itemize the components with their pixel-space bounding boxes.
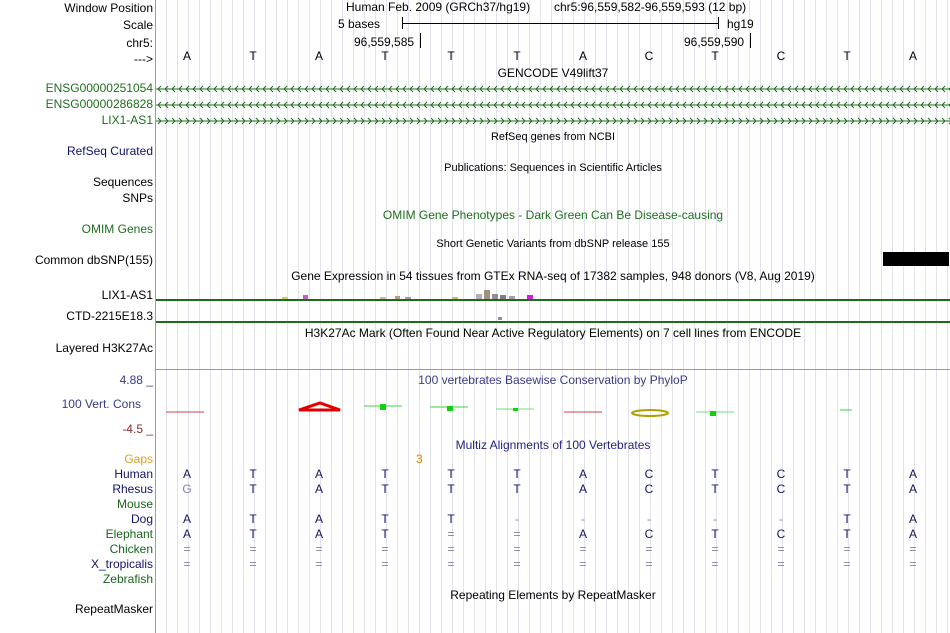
phylop-mark-peak [299,403,340,410]
guide-line [694,0,695,633]
alignment-base: - [713,512,717,526]
alignment-base: = [381,542,389,556]
gtex-track-title[interactable]: Gene Expression in 54 tissues from GTEx RNA-seq of 17382 samples, 948 donors (V8, Aug 2019) [291,269,815,283]
guide-line [298,0,299,633]
alignment-base: = [513,542,521,556]
guide-line [408,0,409,633]
gtex-tissue-bar[interactable] [452,297,458,299]
alignment-base: A [908,512,917,526]
alignment-base: T [447,512,455,526]
guide-line [540,0,541,633]
alignment-base: C [644,467,654,481]
scale-bar-text: 5 bases [338,17,381,31]
guide-line [276,0,277,633]
gtex-tissue-bar[interactable] [509,296,515,299]
alignment-base: = [447,542,455,556]
refseq-track-title[interactable]: RefSeq genes from NCBI [490,131,616,143]
phylop-graph[interactable] [156,395,950,425]
alignment-base: A [908,482,917,496]
alignment-base: T [249,527,257,541]
gencode-gene-label[interactable]: ENSG00000251054 [45,81,153,95]
guide-line [804,0,805,633]
gtex-gene-line-1[interactable] [156,299,950,301]
omim-genes-label[interactable]: OMIM Genes [81,222,153,236]
gtex-row-label-ctd[interactable]: CTD-2215E18.3 [66,309,153,323]
alignment-base: = [315,542,323,556]
alignment-base: = [579,542,587,556]
gtex-tissue-bar[interactable] [500,295,506,299]
gtex-tissue-bar[interactable] [476,294,482,299]
guide-line [485,0,486,633]
alignment-base: A [578,527,587,541]
alignment-base: T [711,467,719,481]
scale-bar-right-tick [718,17,719,29]
coord-right-tick [750,33,751,48]
guide-line [925,0,926,633]
guide-line [353,0,354,633]
alignment-base: A [314,482,323,496]
species-label[interactable]: Human [114,467,153,481]
alignment-base: A [182,512,191,526]
species-label[interactable]: Elephant [105,527,153,541]
alignment-base: C [644,482,654,496]
species-label[interactable]: X_tropicalis [90,557,153,571]
sequence-base: T [447,49,455,63]
guide-line [166,0,167,633]
guide-line [595,0,596,633]
phylop-label[interactable]: 100 Vert. Cons [61,397,141,411]
alignment-base: = [843,542,851,556]
alignment-base: T [843,512,851,526]
species-label[interactable]: Zebrafish [102,572,153,586]
phylop-mark-9 [632,410,668,416]
guide-line [892,0,893,633]
guide-line [738,0,739,633]
alignment-base: C [644,527,654,541]
alignment-base: A [314,467,323,481]
scale-bar-left-tick [402,17,403,29]
scale-db-text: hg19 [727,17,754,31]
alignment-base: = [513,527,521,541]
guide-line [364,0,365,633]
alignment-base: = [843,557,851,571]
gencode-gene-feature[interactable] [156,101,950,109]
sequence-base: T [513,49,521,63]
sequence-base: C [776,49,786,63]
phylop-mark-3 [380,404,386,410]
guide-line [661,0,662,633]
guide-line [430,0,431,633]
gtex-tissue-bar[interactable] [527,295,533,299]
alignment-base: T [381,527,389,541]
publications-track-title[interactable]: Publications: Sequences in Scientific Articles [444,162,662,174]
alignment-base: = [777,542,785,556]
guide-line [859,0,860,633]
guide-line [496,0,497,633]
gtex-tissue-bar[interactable] [405,297,411,299]
sequences-label[interactable]: Sequences [92,175,153,189]
guide-line [265,0,266,633]
alignment-base: T [843,527,851,541]
guide-line [463,0,464,633]
scale-bar [402,23,718,24]
guide-line [551,0,552,633]
repeatmasker-track-title[interactable]: Repeating Elements by RepeatMasker [450,588,656,602]
refseq-curated-label[interactable]: RefSeq Curated [66,144,153,158]
assembly-text: Human Feb. 2009 (GRCh37/hg19) [346,0,531,14]
gencode-gene-feature[interactable] [156,85,950,93]
alignment-base: = [447,527,455,541]
guide-line [826,0,827,633]
alignment-base: = [183,542,191,556]
guide-line [793,0,794,633]
repeatmasker-label[interactable]: RepeatMasker [74,602,153,616]
alignment-base: A [908,467,917,481]
gtex-tissue-bar[interactable] [498,317,502,320]
alignment-base: A [314,512,323,526]
guide-line [815,0,816,633]
guide-line [947,0,948,633]
species-label[interactable]: Mouse [116,497,153,511]
alignment-base: = [249,542,257,556]
gtex-tissue-bar[interactable] [395,296,400,299]
dbsnp-label[interactable]: Common dbSNP(155) [34,253,153,267]
phylop-max: 4.88 _ [119,373,153,387]
gencode-track-title[interactable]: GENCODE V49lift37 [497,66,609,80]
alignment-base: = [777,557,785,571]
h3k27ac-track-title[interactable]: H3K27Ac Mark (Often Found Near Active Regulatory Elements) on 7 cell lines from ENCODE [304,326,802,340]
dbsnp-track-title[interactable]: Short Genetic Variants from dbSNP release 155 [436,238,670,250]
sequence-base: T [711,49,719,63]
multiz-track-title[interactable]: Multiz Alignments of 100 Vertebrates [455,438,651,452]
species-label[interactable]: Dog [130,512,153,526]
alignment-base: = [645,557,653,571]
alignment-base: - [515,512,519,526]
alignment-base: C [776,482,786,496]
alignment-base: A [182,527,191,541]
alignment-base: = [249,557,257,571]
guide-line [628,0,629,633]
gtex-tissue-bar[interactable] [492,294,498,299]
phylop-track-title[interactable]: 100 vertebrates Basewise Conservation by PhyloP [418,373,688,387]
alignment-base: A [908,527,917,541]
alignment-base: = [711,557,719,571]
alignment-base: A [578,482,587,496]
sequence-base: T [843,49,851,63]
alignment-base: A [182,467,191,481]
alignment-base: = [447,557,455,571]
alignment-base: T [447,467,455,481]
sequence-base: A [578,49,587,63]
gtex-row-label-lix1-as1[interactable]: LIX1-AS1 [101,288,153,302]
species-label[interactable]: Chicken [109,542,153,556]
guide-line [672,0,673,633]
alignment-base: - [581,512,585,526]
position-text: chr5:96,559,582-96,559,593 (12 bp) [554,0,747,14]
alignment-base: G [182,482,192,496]
guide-line [881,0,882,633]
alignment-base: = [381,557,389,571]
guide-line [683,0,684,633]
gencode-gene-label[interactable]: LIX1-AS1 [101,113,153,127]
sequence-base: C [644,49,654,63]
h3k27ac-baseline [156,369,950,370]
gencode-gene-feature[interactable] [156,117,950,125]
gaps-label[interactable]: Gaps [124,452,153,466]
alignment-base: T [381,467,389,481]
sequence-base: A [908,49,917,63]
h3k27ac-label[interactable]: Layered H3K27Ac [55,341,153,355]
alignment-base: - [779,512,783,526]
guide-line [199,0,200,633]
alignment-base: T [843,482,851,496]
label-separator [155,0,156,633]
coord-left-tick [420,33,421,48]
guide-line [749,0,750,633]
alignment-base: C [776,467,786,481]
guide-line [936,0,937,633]
alignment-base: = [315,557,323,571]
phylop-mark-11 [710,411,716,416]
alignment-base: = [579,557,587,571]
gtex-gene-line-2[interactable] [156,321,950,323]
guide-line [760,0,761,633]
alignment-base: T [843,467,851,481]
gtex-tissue-bar[interactable] [303,295,308,299]
gtex-tissue-bar[interactable] [484,290,490,299]
guide-line [419,0,420,633]
alignment-base: = [909,542,917,556]
alignment-base: T [249,482,257,496]
guide-line [232,0,233,633]
alignment-base: A [314,527,323,541]
coord-right: 96,559,590 [684,35,745,49]
guide-line [474,0,475,633]
guide-line [331,0,332,633]
alignment-base: A [578,467,587,481]
snps-label[interactable]: SNPs [122,191,153,205]
phylop-mark-7 [513,408,518,411]
alignment-base: = [513,557,521,571]
alignment-base: = [183,557,191,571]
guide-line [870,0,871,633]
alignment-base: T [513,467,521,481]
sequence-base: A [182,49,191,63]
sequence-base: A [314,49,323,63]
dbsnp-variant-block[interactable] [883,252,949,266]
alignment-base: = [909,557,917,571]
omim-track-title[interactable]: OMIM Gene Phenotypes - Dark Green Can Be Disease-causing [382,208,724,222]
guide-line [210,0,211,633]
sequence-base: T [249,49,257,63]
alignment-base: T [447,482,455,496]
guide-line [617,0,618,633]
guide-line [727,0,728,633]
gtex-tissue-bar[interactable] [380,297,386,299]
guide-line [221,0,222,633]
sequence-base: T [381,49,389,63]
species-label[interactable]: Rhesus [112,482,153,496]
gtex-tissue-bar[interactable] [282,297,288,299]
guide-line [342,0,343,633]
coord-left: 96,559,585 [354,35,415,49]
guide-line [529,0,530,633]
window-position-label: Window Position [64,1,153,15]
gaps-count: 3 [416,452,423,466]
alignment-base: = [711,542,719,556]
guide-line [606,0,607,633]
scale-label: Scale [122,18,153,32]
alignment-base: - [647,512,651,526]
phylop-mark-5 [447,406,453,411]
guide-line [397,0,398,633]
guide-line [287,0,288,633]
alignment-base: T [249,467,257,481]
alignment-base: T [711,482,719,496]
alignment-base: T [513,482,521,496]
alignment-base: T [249,512,257,526]
alignment-base: C [776,527,786,541]
strand-label: ---> [134,52,153,66]
chrom-label: chr5: [126,36,153,50]
alignment-base: T [381,482,389,496]
alignment-base: T [381,512,389,526]
phylop-min: -4.5 _ [122,422,153,436]
guide-line [562,0,563,633]
gencode-gene-label[interactable]: ENSG00000286828 [45,97,153,111]
alignment-base: = [645,542,653,556]
alignment-base: T [711,527,719,541]
